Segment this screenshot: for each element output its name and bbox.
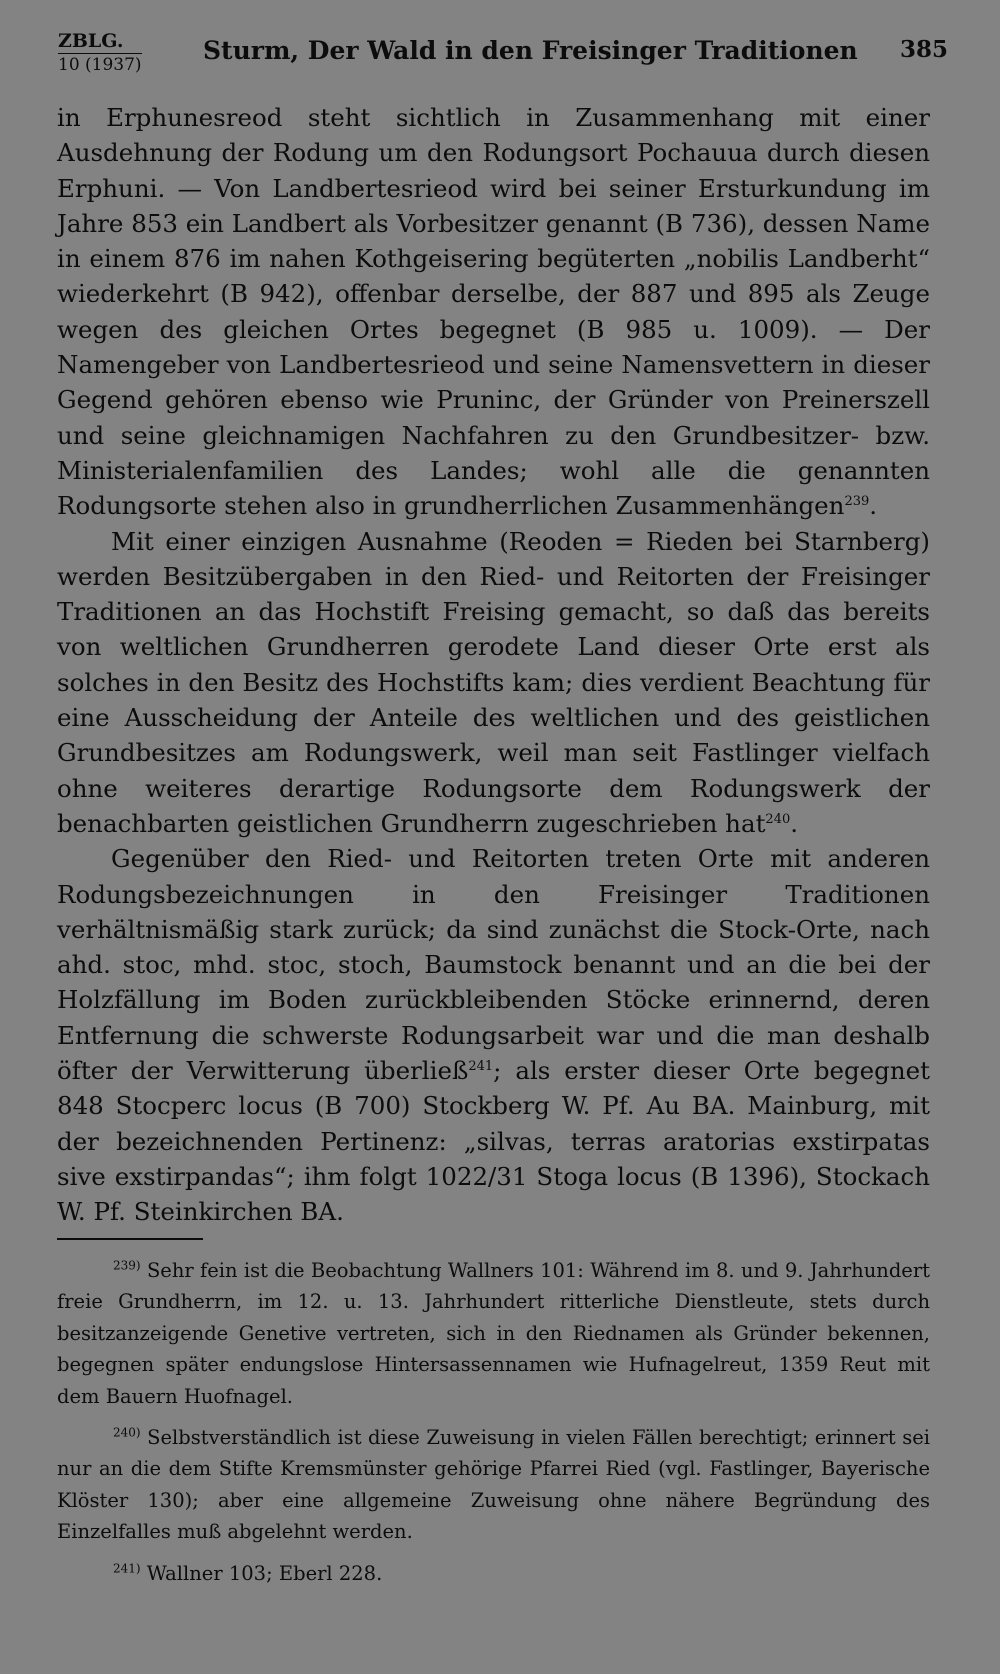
footnote-ref-240: 240 bbox=[765, 811, 791, 827]
page-number: 385 bbox=[899, 36, 948, 63]
running-title: Sturm, Der Wald in den Freisinger Traditionen bbox=[203, 36, 858, 65]
paragraph-2-end: . bbox=[790, 808, 799, 838]
footnote-241 bbox=[57, 1558, 930, 1589]
journal-abbreviation: ZBLG. bbox=[58, 30, 142, 54]
footnote-number: 239) bbox=[113, 1258, 141, 1273]
paragraph-3-text-b: ; als erster dieser Orte begegnet 848 Stocperc locus (B 700) Stockberg W. Pf. Au BA. Mainburg, mit der bezeichnenden Pertinenz: „silvas, terras aratorias exstirpatas sive exstirpandas“; ihm folgt 1022/31 Stoga locus (B 1396), Stockach W. Pf. Steinkirchen BA. bbox=[57, 1056, 930, 1227]
footnote-ref-239: 239 bbox=[844, 494, 870, 510]
journal-reference bbox=[58, 30, 142, 76]
footnote-separator bbox=[57, 1238, 203, 1240]
footnote-number: 240) bbox=[113, 1425, 141, 1440]
footnote-text: Selbstverständlich ist diese Zuweisung in vielen Fällen berechtigt; erinnert sei nur an die dem Stifte Kremsmünster gehörige Pfarrei Ried (vgl. Fastlinger, Bayerische Klöster 130); aber eine allgemeine Zuweisung ohne nähere Begründung des Einzelfalles muß abgelehnt werden. bbox=[57, 1426, 931, 1544]
footnote-239 bbox=[57, 1255, 930, 1412]
paragraph-3-text-a: Gegenüber den Ried- und Reitorten treten Orte mit anderen Rodungsbezeichnungen in den Freisinger Traditionen verhältnismäßig stark zurück; da sind zunächst die Stock-Orte, nach ahd. stoc, mhd. stoc, stoch, Baumstock benannt und an die bei der Holzfällung im Boden zurückbleibenden Stöcke erinnernd, deren Entfernung die schwerste Rodungsarbeit war und die man deshalb öfter der Verwitterung überließ bbox=[57, 844, 930, 1086]
page-header bbox=[58, 24, 948, 84]
footnote-ref-241: 241 bbox=[468, 1058, 494, 1074]
journal-volume: 10 (1937) bbox=[58, 55, 142, 75]
body-text bbox=[57, 100, 930, 1230]
paragraph-2-text: Mit einer einzigen Ausnahme (Reoden = Rieden bei Starnberg) werden Besitzübergaben in den Ried- und Reitorten der Freisinger Traditionen an das Hochstift Freising gemacht, so daß das bereits von weltlichen Grundherren gerodete Land dieser Orte erst als solches in den Besitz des Hochstifts kam; dies verdient Beachtung für eine Ausscheidung der Anteile des weltlichen und des geistlichen Grundbesitzes am Rodungswerk, weil man seit Fastlinger vielfach ohne weiteres derartige Rodungsorte dem Rodungswerk der benachbarten geistlichen Grundherrn zugeschrieben hat bbox=[57, 526, 930, 838]
footnote-text: Sehr fein ist die Beobachtung Wallners 101: Während im 8. und 9. Jahrhundert freie Grundherrn, im 12. u. 13. Jahrhundert ritterliche Dienstleute, stets durch besitzanzeigende Genetive vertreten, sich in den Riednamen als Gründer bekennen, begegnen später endungslose Hintersassennamen wie Hufnagelreut, 1359 Reut mit dem Bauern Huofnagel. bbox=[57, 1259, 930, 1408]
footnote-text: Wallner 103; Eberl 228. bbox=[146, 1561, 383, 1585]
footnote-number: 241) bbox=[113, 1561, 141, 1576]
paragraph-1-end: . bbox=[869, 491, 878, 521]
paragraph-3 bbox=[57, 841, 930, 1229]
paragraph-1 bbox=[57, 100, 930, 524]
paragraph-1-text: in Erphunesreod steht sichtlich in Zusammenhang mit einer Ausdehnung der Rodung um den Rodungsort Pochauua durch diesen Erphuni. — Von Landbertesrieod wird bei seiner Ersturkundung im Jahre 853 ein Landbert als Vorbesitzer genannt (B 736), dessen Name in einem 876 im nahen Kothgeisering begüterten „nobilis Landberht“ wiederkehrt (B 942), offenbar derselbe, der 887 und 895 als Zeuge wegen des gleichen Ortes begegnet (B 985 u. 1009). — Der Namengeber von Landbertesrieod und seine Namensvettern in dieser Gegend gehören ebenso wie Pruninc, der Gründer von Preinerszell und seine gleichnamigen Nachfahren zu den Grundbesitzer- bzw. Ministerialenfamilien des Landes; wohl alle die genannten Rodungsorte stehen also in grundherrlichen Zusammenhängen bbox=[57, 103, 930, 521]
footnote-240 bbox=[57, 1422, 930, 1548]
footnotes bbox=[57, 1255, 930, 1599]
paragraph-2 bbox=[57, 524, 930, 842]
